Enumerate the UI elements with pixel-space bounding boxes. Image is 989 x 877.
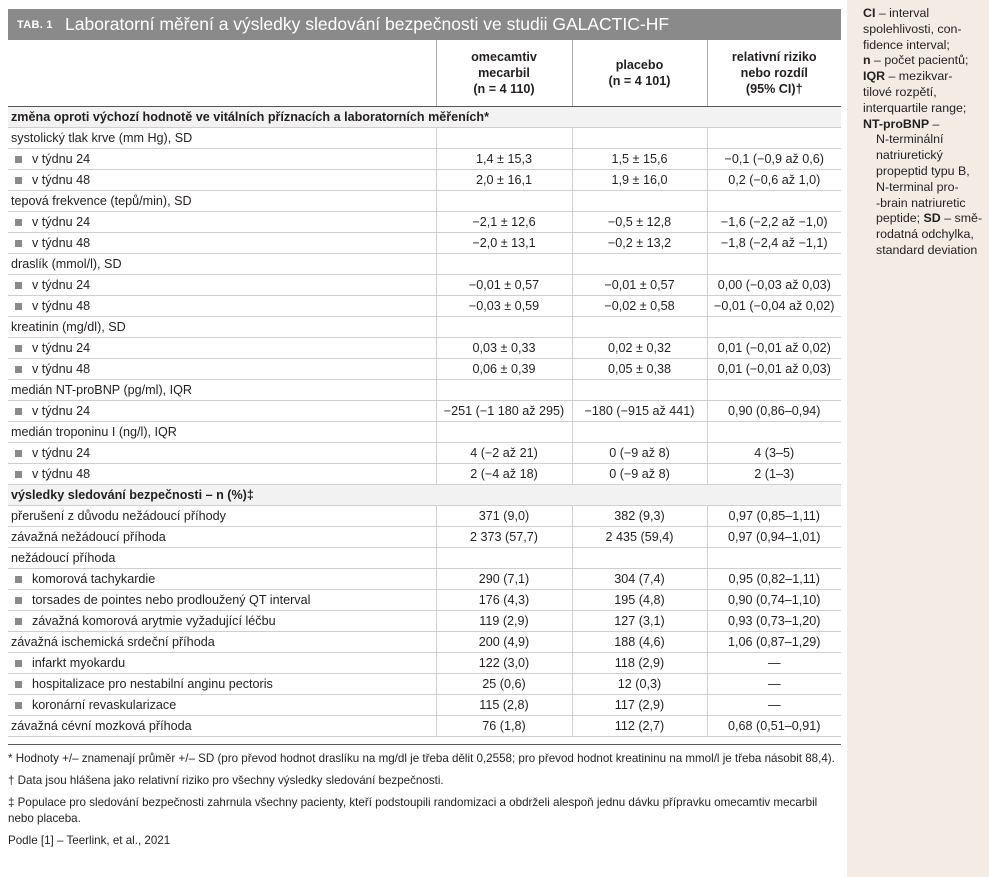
cell-relative-risk: −1,6 (−2,2 až −1,0) xyxy=(707,212,841,233)
table-title: Laboratorní měření a výsledky sledování bezpečnosti ve studii GALACTIC-HF xyxy=(65,14,670,34)
cell-relative-risk: 0,2 (−0,6 až 1,0) xyxy=(707,170,841,191)
cell-omecamtiv: 371 (9,0) xyxy=(436,506,572,527)
cell-placebo xyxy=(572,191,707,212)
cell-omecamtiv: 25 (0,6) xyxy=(436,674,572,695)
row-label: tepová frekvence (tepů/min), SD xyxy=(8,191,436,212)
table-row xyxy=(8,506,841,527)
cell-relative-risk: −1,8 (−2,4 až −1,1) xyxy=(707,233,841,254)
abbrev-line: -brain natriuretic xyxy=(876,195,966,210)
table-row xyxy=(8,527,841,548)
bullet-icon xyxy=(15,282,22,289)
cell-relative-risk: −0,1 (−0,9 až 0,6) xyxy=(707,149,841,170)
abbrev-line: IQR – mezikvar- xyxy=(863,69,953,84)
cell-omecamtiv: 290 (7,1) xyxy=(436,569,572,590)
cell-placebo: 12 (0,3) xyxy=(572,674,707,695)
abbrev-line: CI – interval xyxy=(863,6,930,20)
cell-relative-risk: — xyxy=(707,674,841,695)
cell-omecamtiv: 76 (1,8) xyxy=(436,716,572,737)
bullet-icon xyxy=(15,303,22,310)
cell-omecamtiv: 0,06 ± 0,39 xyxy=(436,359,572,380)
bullet-icon xyxy=(15,240,22,247)
cell-relative-risk: 0,97 (0,85–1,11) xyxy=(707,506,841,527)
bullet-icon xyxy=(15,471,22,478)
abbrev-line: propeptid typu B, xyxy=(876,163,970,178)
cell-relative-risk: 0,97 (0,94–1,01) xyxy=(707,527,841,548)
cell-omecamtiv xyxy=(436,191,572,212)
table-row xyxy=(8,653,841,674)
cell-omecamtiv: −2,0 ± 13,1 xyxy=(436,233,572,254)
cell-relative-risk: 0,95 (0,82–1,11) xyxy=(707,569,841,590)
footnote-3: ‡ Populace pro sledování bezpečnosti zahrnula všechny pacienty, kteří podstoupili randomizaci a obdrželi alespoň jednu dávku přípravku omecamtiv mecarbil nebo placeba. xyxy=(8,796,818,825)
cell-placebo: 188 (4,6) xyxy=(572,632,707,653)
table-row xyxy=(8,275,841,296)
cell-omecamtiv: −251 (−1 180 až 295) xyxy=(436,401,572,422)
table-row xyxy=(8,359,841,380)
cell-placebo: 304 (7,4) xyxy=(572,569,707,590)
cell-placebo: −0,02 ± 0,58 xyxy=(572,296,707,317)
row-label: výsledky sledování bezpečnosti – n (%)‡ xyxy=(8,485,841,506)
row-label: v týdnu 48 xyxy=(8,296,436,317)
cell-placebo xyxy=(572,317,707,338)
row-label: v týdnu 24 xyxy=(8,338,436,359)
table-title-bar xyxy=(8,9,841,40)
results-table xyxy=(8,40,841,737)
cell-relative-risk xyxy=(707,317,841,338)
cell-relative-risk: −0,01 (−0,04 až 0,02) xyxy=(707,296,841,317)
cell-relative-risk xyxy=(707,548,841,569)
group-row xyxy=(8,317,841,338)
table-row xyxy=(8,569,841,590)
bullet-icon xyxy=(15,219,22,226)
group-row xyxy=(8,380,841,401)
cell-omecamtiv xyxy=(436,317,572,338)
group-row xyxy=(8,422,841,443)
cell-placebo: 0,05 ± 0,38 xyxy=(572,359,707,380)
table-header-row xyxy=(8,40,841,107)
source-note: Podle [1] – Teerlink, et al., 2021 xyxy=(8,834,171,847)
cell-placebo xyxy=(572,380,707,401)
row-label: koronární revaskularizace xyxy=(8,695,436,716)
row-label: v týdnu 24 xyxy=(8,401,436,422)
cell-relative-risk: 0,90 (0,86–0,94) xyxy=(707,401,841,422)
cell-relative-risk: 0,68 (0,51–0,91) xyxy=(707,716,841,737)
header-empty xyxy=(8,40,436,107)
cell-relative-risk: — xyxy=(707,653,841,674)
cell-placebo: 117 (2,9) xyxy=(572,695,707,716)
cell-placebo xyxy=(572,254,707,275)
cell-relative-risk xyxy=(707,191,841,212)
section-row xyxy=(8,107,841,128)
row-label: přerušení z důvodu nežádoucí příhody xyxy=(8,506,436,527)
cell-relative-risk: — xyxy=(707,695,841,716)
cell-omecamtiv: 119 (2,9) xyxy=(436,611,572,632)
bullet-icon xyxy=(15,156,22,163)
cell-omecamtiv: 2 (−4 až 18) xyxy=(436,464,572,485)
cell-omecamtiv xyxy=(436,254,572,275)
bullet-icon xyxy=(15,576,22,583)
row-label: závažná cévní mozková příhoda xyxy=(8,716,436,737)
table-row xyxy=(8,443,841,464)
footnotes xyxy=(8,751,841,855)
table-row xyxy=(8,611,841,632)
header-omecamtiv: omecamtiv mecarbil (n = 4 110) xyxy=(436,40,572,107)
group-row xyxy=(8,191,841,212)
row-label: změna oproti výchozí hodnotě ve vitálních příznacích a laboratorních měřeních* xyxy=(8,107,841,128)
cell-relative-risk xyxy=(707,254,841,275)
cell-placebo: 127 (3,1) xyxy=(572,611,707,632)
cell-placebo xyxy=(572,548,707,569)
bullet-icon xyxy=(15,177,22,184)
abbrev-line: tilové rozpětí, xyxy=(863,84,937,99)
bullet-icon xyxy=(15,408,22,415)
cell-placebo: −180 (−915 až 441) xyxy=(572,401,707,422)
table-row xyxy=(8,590,841,611)
cell-placebo: 2 435 (59,4) xyxy=(572,527,707,548)
row-label: hospitalizace pro nestabilní anginu pectoris xyxy=(8,674,436,695)
row-label: v týdnu 24 xyxy=(8,275,436,296)
cell-placebo: 112 (2,7) xyxy=(572,716,707,737)
cell-relative-risk xyxy=(707,422,841,443)
row-label: závažná ischemická srdeční příhoda xyxy=(8,632,436,653)
cell-relative-risk xyxy=(707,128,841,149)
cell-placebo: −0,01 ± 0,57 xyxy=(572,275,707,296)
cell-relative-risk: 0,01 (−0,01 až 0,03) xyxy=(707,359,841,380)
cell-placebo: 118 (2,9) xyxy=(572,653,707,674)
row-label: infarkt myokardu xyxy=(8,653,436,674)
abbrev-line: N-terminální xyxy=(876,132,944,147)
abbrev-line: spolehlivosti, con- xyxy=(863,21,962,36)
cell-omecamtiv xyxy=(436,380,572,401)
cell-omecamtiv: 2 373 (57,7) xyxy=(436,527,572,548)
bullet-icon xyxy=(15,660,22,667)
abbrev-line: N-terminal pro- xyxy=(876,179,959,194)
header-relative-risk: relativní riziko nebo rozdíl (95% CI)† xyxy=(707,40,841,107)
cell-placebo: −0,2 ± 13,2 xyxy=(572,233,707,254)
row-label: v týdnu 48 xyxy=(8,233,436,254)
cell-placebo: 1,5 ± 15,6 xyxy=(572,149,707,170)
cell-omecamtiv: 115 (2,8) xyxy=(436,695,572,716)
cell-relative-risk: 0,90 (0,74–1,10) xyxy=(707,590,841,611)
bullet-icon xyxy=(15,597,22,604)
cell-placebo: 1,9 ± 16,0 xyxy=(572,170,707,191)
cell-relative-risk: 1,06 (0,87–1,29) xyxy=(707,632,841,653)
cell-placebo: 382 (9,3) xyxy=(572,506,707,527)
footnote-2: † Data jsou hlášena jako relativní riziko pro všechny výsledky sledování bezpečnosti. xyxy=(8,774,444,787)
cell-placebo: 0 (−9 až 8) xyxy=(572,464,707,485)
abbrev-line: peptide; SD – smě- xyxy=(876,211,983,226)
cell-placebo: 0,02 ± 0,32 xyxy=(572,338,707,359)
table-row xyxy=(8,674,841,695)
cell-omecamtiv: 4 (−2 až 21) xyxy=(436,443,572,464)
cell-relative-risk: 2 (1–3) xyxy=(707,464,841,485)
cell-omecamtiv: −0,01 ± 0,57 xyxy=(436,275,572,296)
abbrev-line: standard deviation xyxy=(876,242,978,257)
footnote-1: * Hodnoty +/– znamenají průměr +/– SD (pro převod hodnot draslíku na mg/dl je třeba dělit 0,2558; pro převod hodnot kreatininu na mmol/l je třeba násobit 88,4). xyxy=(8,752,835,765)
row-label: v týdnu 48 xyxy=(8,359,436,380)
table-row xyxy=(8,338,841,359)
cell-placebo xyxy=(572,128,707,149)
group-row xyxy=(8,254,841,275)
row-label: nežádoucí příhoda xyxy=(8,548,436,569)
cell-omecamtiv xyxy=(436,128,572,149)
bullet-icon xyxy=(15,618,22,625)
bullet-icon xyxy=(15,345,22,352)
abbrev-line: fidence interval; xyxy=(863,37,950,52)
cell-placebo: −0,5 ± 12,8 xyxy=(572,212,707,233)
cell-omecamtiv: 0,03 ± 0,33 xyxy=(436,338,572,359)
cell-relative-risk: 4 (3–5) xyxy=(707,443,841,464)
cell-omecamtiv: 200 (4,9) xyxy=(436,632,572,653)
cell-omecamtiv: −2,1 ± 12,6 xyxy=(436,212,572,233)
table-row xyxy=(8,212,841,233)
row-label: medián troponinu I (ng/l), IQR xyxy=(8,422,436,443)
abbrev-line: natriuretický xyxy=(876,148,943,163)
table-row xyxy=(8,233,841,254)
row-label: draslík (mmol/l), SD xyxy=(8,254,436,275)
row-label: závažná nežádoucí příhoda xyxy=(8,527,436,548)
row-label: torsades de pointes nebo prodloužený QT interval xyxy=(8,590,436,611)
cell-placebo: 0 (−9 až 8) xyxy=(572,443,707,464)
abbrev-line: NT-proBNP – xyxy=(863,116,940,131)
row-label: medián NT-proBNP (pg/ml), IQR xyxy=(8,380,436,401)
header-placebo: placebo (n = 4 101) xyxy=(572,40,707,107)
cell-omecamtiv: 1,4 ± 15,3 xyxy=(436,149,572,170)
bullet-icon xyxy=(15,366,22,373)
row-label: v týdnu 24 xyxy=(8,212,436,233)
cell-omecamtiv xyxy=(436,548,572,569)
bullet-icon xyxy=(15,681,22,688)
table-row xyxy=(8,716,841,737)
cell-relative-risk: 0,93 (0,73–1,20) xyxy=(707,611,841,632)
table-row xyxy=(8,296,841,317)
row-label: v týdnu 48 xyxy=(8,170,436,191)
table-tag: TAB. 1 xyxy=(17,18,53,31)
cell-omecamtiv: 122 (3,0) xyxy=(436,653,572,674)
footnote-divider xyxy=(8,744,841,745)
cell-relative-risk: 0,00 (−0,03 až 0,03) xyxy=(707,275,841,296)
row-label: závažná komorová arytmie vyžadující léčbu xyxy=(8,611,436,632)
bullet-icon xyxy=(15,702,22,709)
cell-placebo: 195 (4,8) xyxy=(572,590,707,611)
row-label: v týdnu 24 xyxy=(8,443,436,464)
cell-omecamtiv: −0,03 ± 0,59 xyxy=(436,296,572,317)
abbreviations-text xyxy=(863,6,985,259)
table-row xyxy=(8,170,841,191)
cell-relative-risk: 0,01 (−0,01 až 0,02) xyxy=(707,338,841,359)
bullet-icon xyxy=(15,450,22,457)
row-label: v týdnu 24 xyxy=(8,149,436,170)
row-label: systolický tlak krve (mm Hg), SD xyxy=(8,128,436,149)
group-row xyxy=(8,128,841,149)
abbrev-line: interquartile range; xyxy=(863,100,967,115)
abbrev-line: n – počet pacientů; xyxy=(863,53,969,68)
group-row xyxy=(8,548,841,569)
abbrev-line: rodatná odchylka, xyxy=(876,227,974,242)
cell-omecamtiv xyxy=(436,422,572,443)
table-row xyxy=(8,695,841,716)
cell-omecamtiv: 2,0 ± 16,1 xyxy=(436,170,572,191)
table-row xyxy=(8,401,841,422)
table-row xyxy=(8,464,841,485)
section-row xyxy=(8,485,841,506)
row-label: komorová tachykardie xyxy=(8,569,436,590)
cell-placebo xyxy=(572,422,707,443)
cell-relative-risk xyxy=(707,380,841,401)
table-row xyxy=(8,149,841,170)
cell-omecamtiv: 176 (4,3) xyxy=(436,590,572,611)
row-label: v týdnu 48 xyxy=(8,464,436,485)
row-label: kreatinin (mg/dl), SD xyxy=(8,317,436,338)
table-row xyxy=(8,632,841,653)
